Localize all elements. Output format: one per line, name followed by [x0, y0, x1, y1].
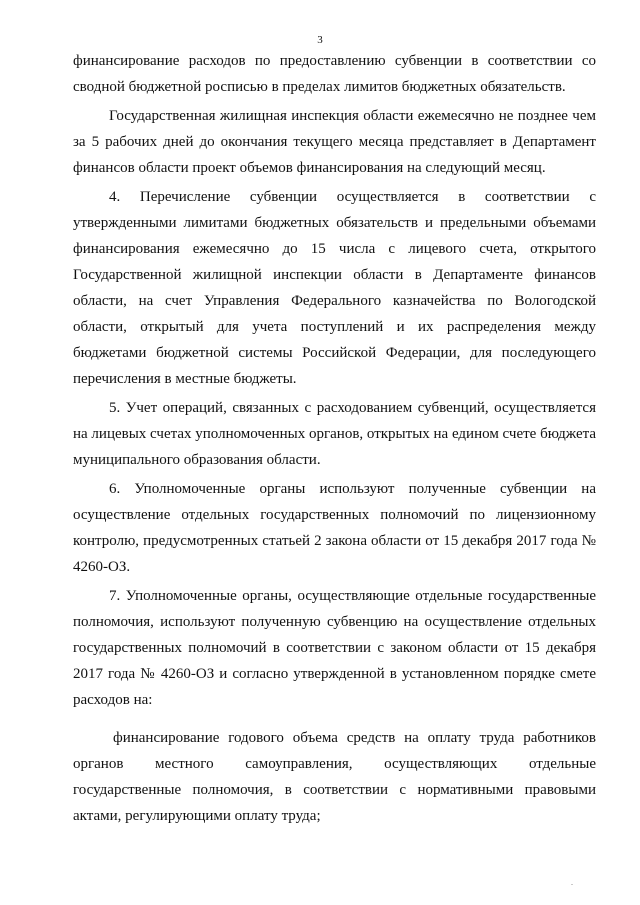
paragraph-continuation: финансирование расходов по предоставлению субвенции в соответствии со сводной бюджетной росписью в пределах лимитов бюджетных обязательств. [73, 53, 596, 95]
paragraph-inspection-schedule: Государственная жилищная инспекция области ежемесячно не позднее чем за 5 рабочих дней до окончания текущего месяца представляет в Департамент финансов области проект объемов финансирования на следующий месяц. [73, 108, 596, 176]
page-number: 3 [317, 34, 323, 46]
paragraph-item-4: 4. Перечисление субвенции осуществляется в соответствии с утвержденными лимитами бюджетных обязательств и предельными объемами финансирования ежемесячно до 15 числа с лицевого счета, открытого Государственной жилищной инспекции области в Департаменте финансов области, на счет Управления Федерального казначейства по Вологодской области, открытый для учета поступлений и их распределения между бюджетами бюджетной системы Российской Федерации, для последующего перечисления в местные бюджеты. [73, 189, 596, 387]
paragraph-item-5: 5. Учет операций, связанных с расходованием субвенций, осуществляется на лицевых счетах уполномоченных органов, открытых на едином счете бюджета муниципального образования области. [73, 400, 597, 468]
scan-mark: . [571, 878, 573, 887]
paragraph-item-6: 6. Уполномоченные органы используют полученные субвенции на осуществление отдельных государственных полномочий по лицензионному контролю, предусмотренных статьей 2 закона области от 15 декабря 2017 года № 4260-ОЗ. [73, 481, 596, 575]
paragraph-financing-item: финансирование годового объема средств на оплату труда работников органов местного самоуправления, осуществляющих отдельные государственные полномочия, в соответствии с нормативными правовыми актами, регулирующими оплату труда; [73, 730, 596, 824]
paragraph-item-7: 7. Уполномоченные органы, осуществляющие отдельные государственные полномочия, используют полученную субвенцию на осуществление отдельных государственных полномочий в соответствии с законом области от 15 декабря 2017 года № 4260-ОЗ и согласно утвержденной в установленном порядке смете расходов на: [73, 588, 596, 708]
document-body [73, 48, 596, 829]
